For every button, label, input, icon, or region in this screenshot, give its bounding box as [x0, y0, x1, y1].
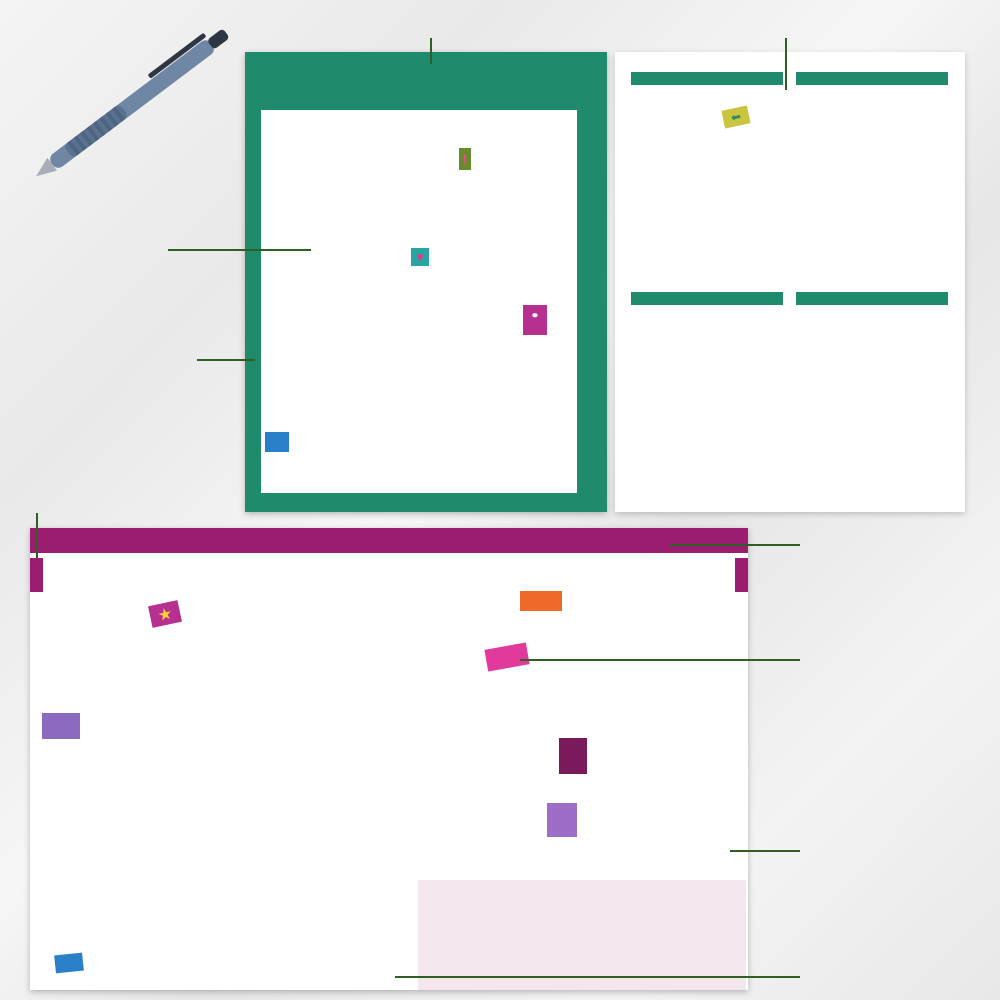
appointment-sticker [520, 591, 562, 611]
notes-section [418, 880, 746, 990]
callout-line [670, 544, 800, 546]
callout-line [430, 38, 432, 64]
callout-line [730, 850, 800, 852]
wedding-sticker: ⚭ [523, 305, 547, 335]
tasks-header [631, 292, 783, 305]
inspiration-header [796, 292, 948, 305]
big-day-sticker [547, 803, 577, 837]
jan-tab-right[interactable] [735, 558, 748, 592]
callout-line [785, 38, 787, 90]
goals-header [796, 72, 948, 85]
callout-line [520, 659, 800, 661]
night-out-sticker [559, 738, 587, 774]
callout-line [197, 359, 255, 361]
callout-line [36, 513, 38, 558]
pen-image [10, 8, 270, 188]
fun-sticker [265, 432, 289, 452]
arrow-sticker: ⬅ [721, 105, 750, 128]
notes-header [631, 72, 783, 85]
star-sticker: ★ [148, 600, 182, 628]
monthly-planner-page [245, 52, 607, 512]
gold-coil-binding [367, 534, 393, 986]
exclamation-sticker: ! [459, 148, 471, 170]
heart-sticker: ♥ [411, 248, 429, 266]
dinner-plans-sticker [42, 713, 80, 739]
callout-line [395, 976, 800, 978]
party-sticker [484, 643, 529, 672]
month-calendar-grid [261, 110, 577, 493]
todo-sticker [54, 953, 84, 974]
notes-goals-page [615, 52, 965, 512]
callout-line [168, 249, 311, 251]
jan-tab-left[interactable] [30, 558, 43, 592]
